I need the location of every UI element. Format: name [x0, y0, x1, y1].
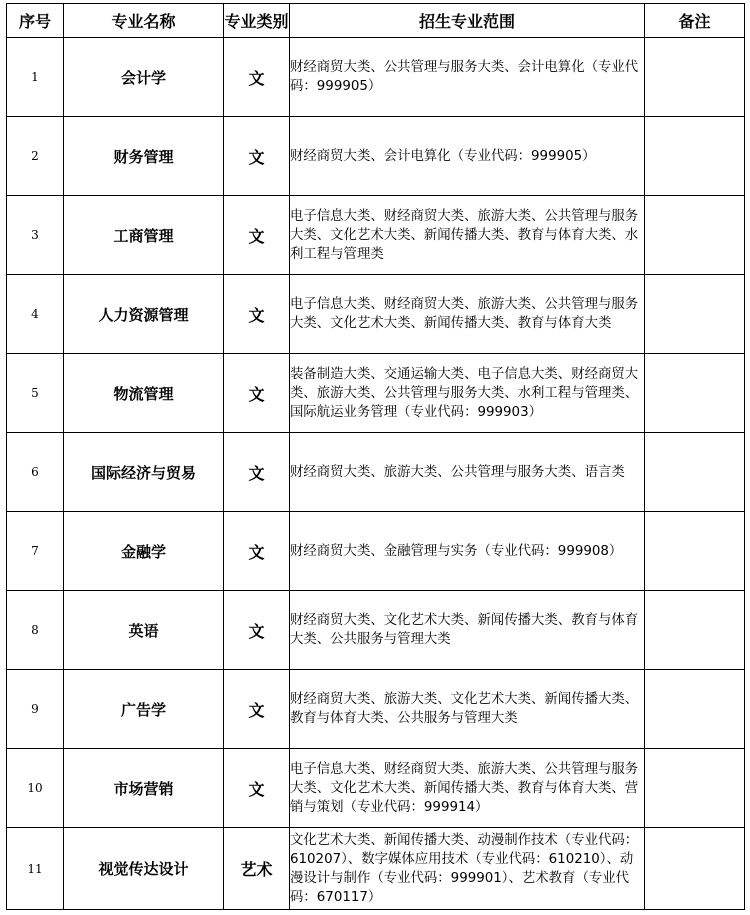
row-note: [645, 749, 745, 828]
header-major-category: 专业类别: [224, 4, 290, 38]
row-major-category: 文: [224, 117, 290, 196]
row-major-category: 文: [224, 354, 290, 433]
row-major-category: 文: [224, 275, 290, 354]
row-major-category: 艺术: [224, 828, 290, 910]
row-seq: 6: [7, 433, 64, 512]
table-row: [7, 38, 745, 117]
header-major-name: 专业名称: [64, 4, 224, 38]
row-major-name: 视觉传达设计: [64, 828, 224, 910]
row-major-category: 文: [224, 512, 290, 591]
row-major-name: 市场营销: [64, 749, 224, 828]
row-enrollment-scope: 财经商贸大类、旅游大类、公共管理与服务大类、语言类: [290, 433, 645, 512]
row-major-category: 文: [224, 591, 290, 670]
table-row: [7, 275, 745, 354]
row-enrollment-scope: 文化艺术大类、新闻传播大类、动漫制作技术（专业代码：610207）、数字媒体应用技术（专业代码：610210）、动漫设计与制作（专业代码：999901）、艺术教育（专业代码：670117）: [290, 828, 645, 910]
row-enrollment-scope: 财经商贸大类、文化艺术大类、新闻传播大类、教育与体育大类、公共服务与管理大类: [290, 591, 645, 670]
table-row: [7, 354, 745, 433]
row-major-name: 物流管理: [64, 354, 224, 433]
row-seq: 5: [7, 354, 64, 433]
row-enrollment-scope: 财经商贸大类、会计电算化（专业代码：999905）: [290, 117, 645, 196]
row-major-name: 会计学: [64, 38, 224, 117]
table-row: [7, 433, 745, 512]
table-row: [7, 512, 745, 591]
row-seq: 8: [7, 591, 64, 670]
table-header-row: [7, 4, 745, 38]
majors-table: [6, 3, 745, 910]
table-row: [7, 828, 745, 910]
row-seq: 3: [7, 196, 64, 275]
row-major-name: 金融学: [64, 512, 224, 591]
document-page: [6, 3, 745, 910]
header-note: 备注: [645, 4, 745, 38]
row-note: [645, 117, 745, 196]
header-seq: 序号: [7, 4, 64, 38]
row-major-category: 文: [224, 749, 290, 828]
table-row: [7, 749, 745, 828]
table-row: [7, 117, 745, 196]
row-major-name: 国际经济与贸易: [64, 433, 224, 512]
row-enrollment-scope: 电子信息大类、财经商贸大类、旅游大类、公共管理与服务大类、文化艺术大类、新闻传播大类、教育与体育大类: [290, 275, 645, 354]
row-major-category: 文: [224, 670, 290, 749]
row-enrollment-scope: 财经商贸大类、公共管理与服务大类、会计电算化（专业代码：999905）: [290, 38, 645, 117]
row-seq: 4: [7, 275, 64, 354]
row-enrollment-scope: 电子信息大类、财经商贸大类、旅游大类、公共管理与服务大类、文化艺术大类、新闻传播大类、教育与体育大类、营销与策划（专业代码：999914）: [290, 749, 645, 828]
row-note: [645, 196, 745, 275]
table-row: [7, 670, 745, 749]
row-note: [645, 828, 745, 910]
row-note: [645, 670, 745, 749]
table-row: [7, 591, 745, 670]
row-note: [645, 354, 745, 433]
row-note: [645, 512, 745, 591]
row-seq: 9: [7, 670, 64, 749]
row-major-category: 文: [224, 433, 290, 512]
row-note: [645, 38, 745, 117]
row-major-name: 工商管理: [64, 196, 224, 275]
row-enrollment-scope: 装备制造大类、交通运输大类、电子信息大类、财经商贸大类、旅游大类、公共管理与服务大类、水利工程与管理类、国际航运业务管理（专业代码：999903）: [290, 354, 645, 433]
row-major-name: 英语: [64, 591, 224, 670]
row-major-category: 文: [224, 38, 290, 117]
row-major-name: 人力资源管理: [64, 275, 224, 354]
table-row: [7, 196, 745, 275]
row-seq: 10: [7, 749, 64, 828]
row-note: [645, 591, 745, 670]
row-seq: 1: [7, 38, 64, 117]
row-major-name: 财务管理: [64, 117, 224, 196]
row-enrollment-scope: 财经商贸大类、旅游大类、文化艺术大类、新闻传播大类、教育与体育大类、公共服务与管理大类: [290, 670, 645, 749]
row-note: [645, 275, 745, 354]
row-seq: 11: [7, 828, 64, 910]
header-enrollment-scope: 招生专业范围: [290, 4, 645, 38]
row-enrollment-scope: 电子信息大类、财经商贸大类、旅游大类、公共管理与服务大类、文化艺术大类、新闻传播大类、教育与体育大类、水利工程与管理类: [290, 196, 645, 275]
row-enrollment-scope: 财经商贸大类、金融管理与实务（专业代码：999908）: [290, 512, 645, 591]
row-seq: 7: [7, 512, 64, 591]
row-note: [645, 433, 745, 512]
row-major-category: 文: [224, 196, 290, 275]
row-seq: 2: [7, 117, 64, 196]
row-major-name: 广告学: [64, 670, 224, 749]
